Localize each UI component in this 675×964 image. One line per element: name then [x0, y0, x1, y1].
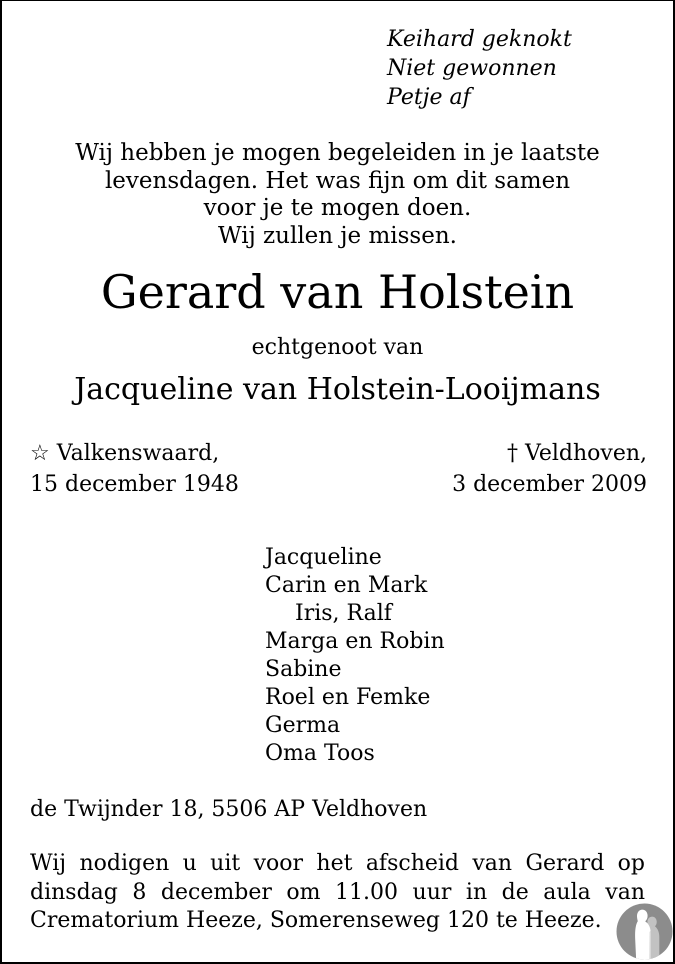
home-address: de Twijnder 18, 5506 AP Veldhoven: [30, 797, 428, 822]
publisher-logo: [616, 902, 673, 961]
family-member: Sabine: [265, 657, 342, 682]
motto: [387, 25, 673, 112]
death-date: 3 december 2009: [452, 472, 647, 497]
family-member: Roel en Femke: [265, 685, 431, 710]
birth-death-row: [2, 438, 673, 500]
birth-star-icon: ☆: [30, 441, 50, 466]
death-place: Veldhoven,: [524, 441, 647, 466]
motto-line: Keihard geknokt: [387, 27, 572, 52]
family-member: Iris, Ralf: [295, 601, 392, 626]
intro-message: [2, 140, 673, 250]
death-info: [452, 438, 647, 500]
family-member: Carin en Mark: [265, 573, 428, 598]
family-member: Marga en Robin: [265, 629, 445, 654]
invitation-line: dinsdag 8 december om 11.00 uur in de aula van: [30, 879, 645, 905]
relation-label: echtgenoot van: [251, 335, 424, 360]
deceased-name: Gerard van Holstein: [100, 265, 575, 319]
family-member: Germa: [265, 713, 341, 738]
family-member: Jacqueline: [265, 545, 382, 570]
invitation-line: Wij nodigen u uit voor het afscheid van Gerard op: [30, 851, 645, 876]
invitation-text: [30, 850, 645, 936]
intro-line: Wij hebben je mogen begeleiden in je laatste: [75, 140, 600, 166]
birth-date: 15 december 1948: [30, 472, 239, 497]
death-cross-icon: †: [506, 441, 518, 466]
birth-place: Valkenswaard,: [56, 441, 220, 466]
intro-line: levensdagen. Het was fijn om dit samen: [104, 167, 571, 194]
spouse-name: Jacqueline van Holstein-Looijmans: [74, 372, 601, 407]
person-figures-icon: [616, 902, 673, 961]
intro-line: voor je te mogen doen.: [203, 195, 472, 221]
birth-info: [30, 438, 239, 500]
family-names-list: [265, 544, 673, 768]
motto-line: Niet gewonnen: [387, 56, 557, 81]
invitation-line: Crematorium Heeze, Somerenseweg 120 te Heeze.: [30, 908, 602, 933]
family-member: Oma Toos: [265, 741, 375, 766]
motto-line: Petje af: [387, 85, 471, 110]
intro-line: Wij zullen je missen.: [218, 222, 457, 249]
